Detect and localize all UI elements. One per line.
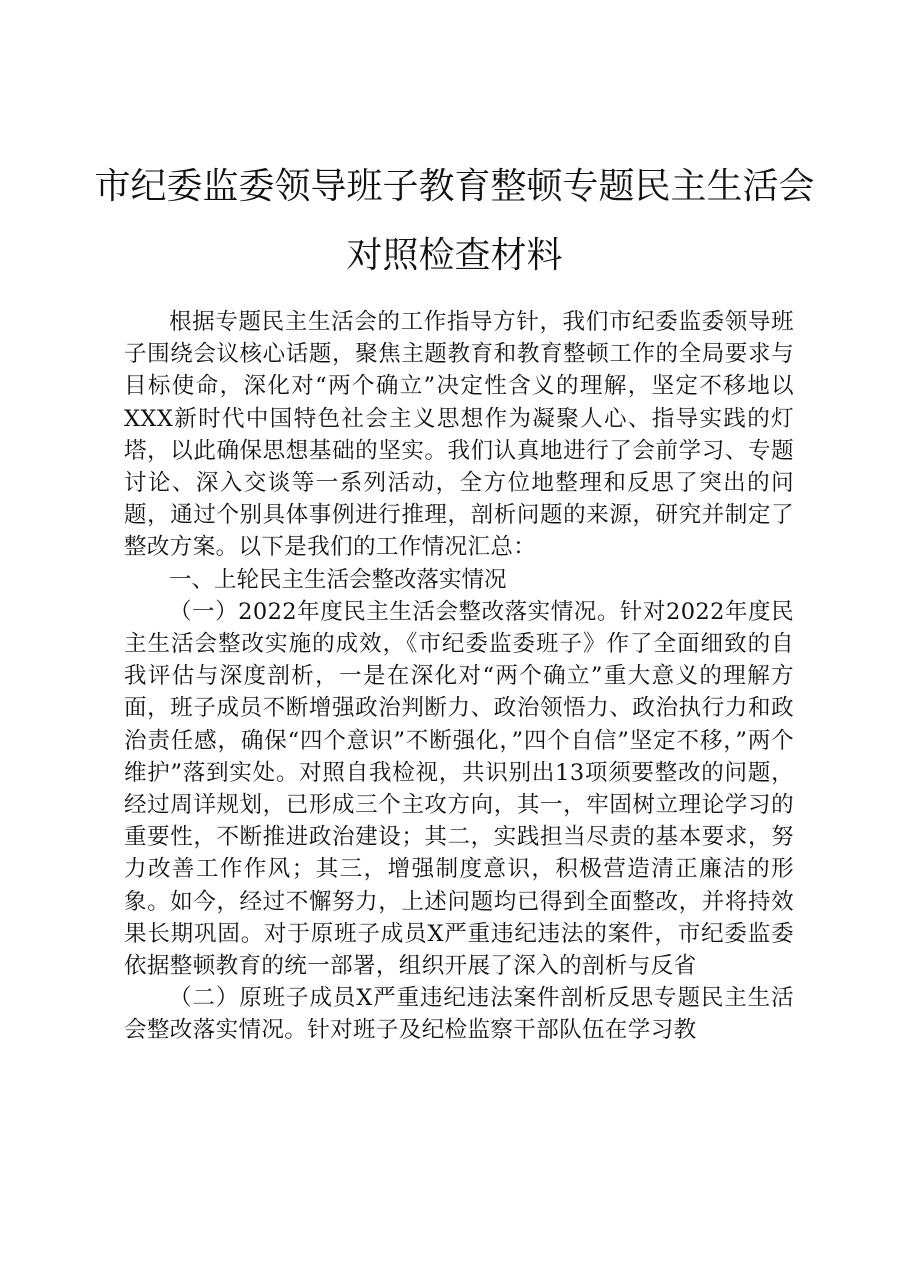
intro-paragraph: 根据专题民主生活会的工作指导方针，我们市纪委监委领导班子围绕会议核心话题，聚焦主题教育和教育整顿工作的全局要求与目标使命，深化对“两个确立”决定性含义的理解，坚定不移地以XXX新时代中国特色社会主义思想作为凝聚人心、指导实践的灯塔，以此确保思想基础的坚实。我们认真地进行了会前学习、专题讨论、深入交谈等一系列活动，全方位地整理和反思了突出的问题，通过个别具体事例进行推理，剖析问题的来源，研究并制定了整改方案。以下是我们的工作情况汇总： — [124, 309, 794, 561]
section1-heading: 一、上轮民主生活会整改落实情况 — [169, 566, 507, 593]
document-title-line2: 对照检查材料 — [346, 235, 563, 276]
section1-paragraph1: （一）2022年度民主生活会整改落实情况。针对2022年度民主生活会整改实施的成效，《市纪委监委班子》作了全面细致的自我评估与深度剖析，一是在深化对“两个确立”重大意义的理解方面，班子成员不断增强政治判断力、政治领悟力、政治执行力和政治责任感，确保“四个意识”不断强化，”四个自信”坚定不移，”两个维护”落到实处。对照自我检视，共识别出13项须要整改的问题，经过周详规划，已形成三个主攻方向，其一，牢固树立理论学习的重要性，不断推进政治建设；其二，实践担当尽责的基本要求，努力改善工作作风；其三，增强制度意识，积极营造清正廉洁的形象。如今，经过不懈努力，上述问题均已得到全面整改，并将持效果长期巩固。对于原班子成员X严重违纪违法的案件，市纪委监委依据整顿教育的统一部署，组织开展了深入的剖析与反省 — [124, 598, 794, 980]
section1-paragraph2: （二）原班子成员X严重违纪违法案件剖析反思专题民主生活会整改落实情况。针对班子及纪检监察干部队伍在学习教 — [124, 985, 794, 1044]
document-body — [124, 306, 794, 1047]
document-title-line1: 市纪委监委领导班子教育整顿专题民主生活会 — [94, 166, 815, 207]
